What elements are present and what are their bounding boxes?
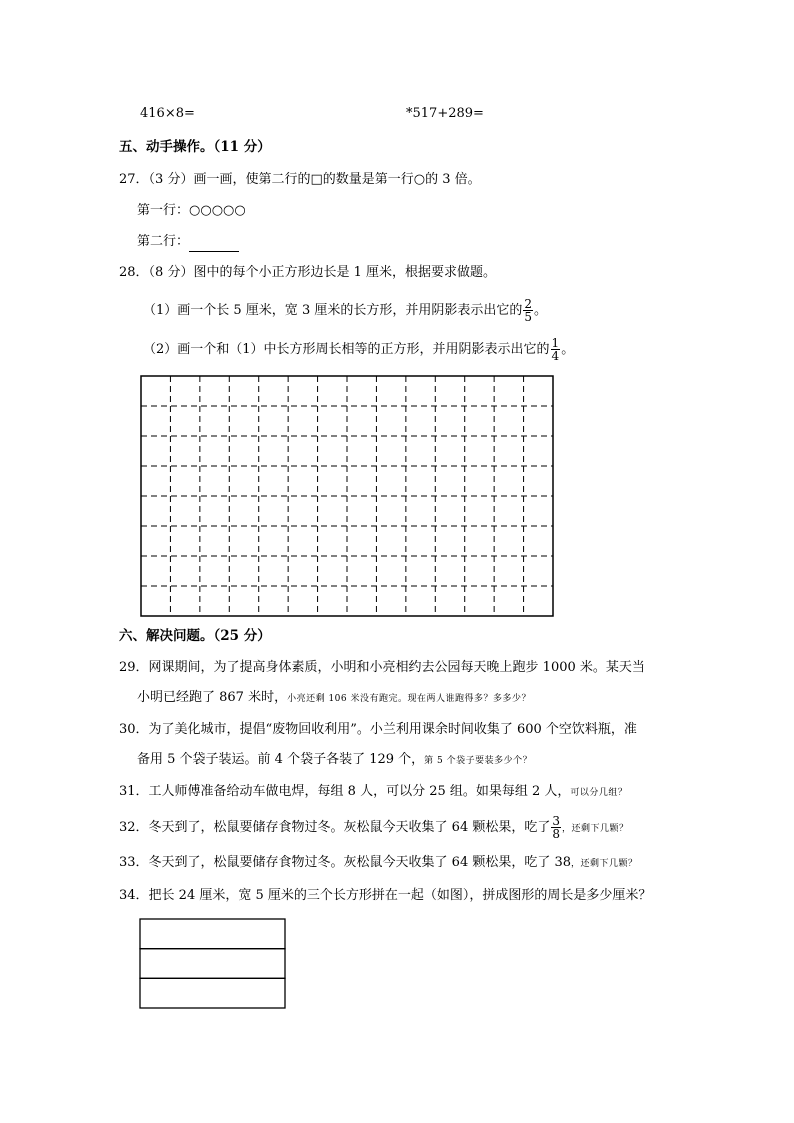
q29-line1: 29．网课期间，为了提高身体素质，小明和小亮相约去公园每天晚上跑步 1000 米。某天当 — [119, 660, 645, 675]
q28-part1-end: 。 — [533, 303, 547, 318]
q28-text: 28．（8 分）图中的每个小正方形边长是 1 厘米，根据要求做题。 — [119, 265, 496, 280]
q28-part1-text: （1）画一个长 5 厘米，宽 3 厘米的长方形，并用阴影表示出它的 — [143, 303, 523, 318]
q27-row1-label: 第一行： — [137, 203, 190, 218]
q33-text: 33．冬天到了，松鼠要储存食物过冬。灰松鼠今天收集了 64 颗松果，吃了 38 — [119, 855, 572, 870]
stacked-rectangles-figure — [139, 918, 287, 1010]
q29-line2-text: 小明已经跑了 867 米时， — [137, 690, 288, 705]
q32-fraction — [551, 815, 561, 840]
fraction-numerator: 2 — [524, 297, 532, 311]
q28-part1-fraction — [523, 298, 533, 323]
fraction-denominator: 5 — [524, 310, 532, 324]
q28-part2 — [143, 333, 574, 367]
q30-line2-text: 备用 5 个袋子装运。前 4 个袋子各装了 129 个， — [137, 752, 425, 767]
q28-part2-fraction — [551, 337, 561, 362]
stacked-rectangle — [140, 949, 285, 979]
fraction-numerator: 1 — [551, 336, 560, 350]
stacked-rectangle — [140, 919, 285, 949]
q30-line2 — [137, 750, 532, 771]
fraction-numerator: 3 — [552, 814, 560, 828]
q27-answer-blank[interactable] — [189, 237, 239, 252]
q28-part1 — [143, 294, 547, 328]
calc-left: 416×8= — [140, 106, 195, 121]
section6-title: 六、解决问题。（25 分） — [119, 628, 271, 644]
q27-row1 — [137, 201, 246, 221]
q27-row2 — [137, 232, 239, 252]
q31-text: 31．工人师傅准备给动车做电焊，每组 8 人，可以分 25 组。如果每组 2 人， — [119, 784, 571, 799]
q32-text: 32．冬天到了，松鼠要储存食物过冬。灰松鼠今天收集了 64 颗松果，吃了 — [119, 820, 551, 835]
q32-small: ，还剩下几颗？ — [562, 824, 629, 834]
q31-small: 可以分几组？ — [570, 788, 628, 798]
fraction-denominator: 8 — [552, 827, 560, 841]
stacked-rectangle — [140, 978, 285, 1008]
q29-line2-small: 小亮还剩 106 米没有跑完。现在两人谁跑得多？多多少？ — [287, 694, 531, 704]
q34-text: 34．把长 24 厘米，宽 5 厘米的三个长方形拼在一起（如图），拼成图形的周长是多少厘米？ — [119, 888, 652, 903]
q27-row2-label: 第二行： — [137, 234, 190, 249]
calc-right: *517+289= — [406, 106, 484, 121]
q28-part2-end: 。 — [561, 342, 575, 357]
drawing-grid[interactable] — [140, 375, 554, 617]
q33-small: ，还剩下几颗？ — [571, 859, 638, 869]
q32 — [119, 810, 629, 846]
q33 — [119, 853, 638, 874]
section5-title: 五、动手操作。（11 分） — [119, 139, 271, 155]
fraction-denominator: 4 — [551, 349, 560, 363]
q31 — [119, 782, 627, 803]
q29-line2 — [137, 688, 531, 709]
q28-part2-text: （2）画一个和（1）中长方形周长相等的正方形，并用阴影表示出它的 — [143, 342, 550, 357]
q30-line2-small: 第 5 个袋子要装多少个？ — [424, 756, 533, 766]
q27-text: 27．（3 分）画一画，使第二行的□的数量是第一行○的 3 倍。 — [119, 172, 481, 187]
q27-row1-circles: ○○○○○ — [189, 203, 246, 218]
q30-line1: 30．为了美化城市，提倡“废物回收利用”。小兰利用课余时间收集了 600 个空饮料瓶，准 — [119, 722, 637, 737]
